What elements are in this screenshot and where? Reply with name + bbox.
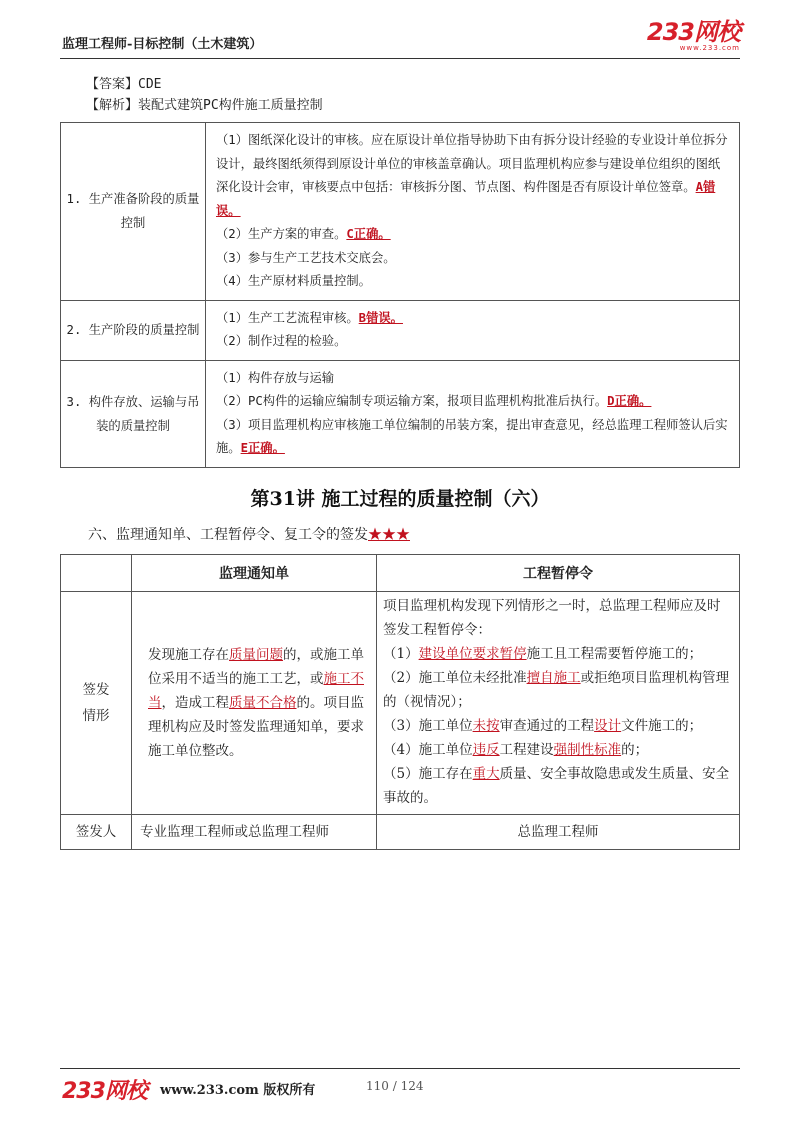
header-cell-empty [61,555,132,592]
suspension-item [383,714,733,738]
item-text: （2）生产方案的审查。 [216,227,347,241]
page-number: 110 / 124 [366,1079,424,1093]
page-header [60,18,740,59]
notice-text-part: 发现施工存在 [148,647,229,663]
content-item [216,367,729,391]
suspension-text-part: 施工且工程需要暂停施工的； [526,646,703,662]
suspension-text-part: （5）施工存在 [383,766,473,782]
notice-situation-cell [132,592,377,815]
stage-content [206,300,740,360]
notice-issuer: 专业监理工程师或总监理工程师 [132,815,377,850]
suspension-text-part: 或拒绝项目监理机构管理的（视情况）； [383,670,730,710]
highlight-text: 未按 [472,718,500,734]
footer-copyright: www.233.com 版权所有 [160,1083,316,1098]
table-row [61,300,740,360]
content-item [216,390,729,414]
suspension-text-part: 文件施工的； [621,718,703,734]
page-footer [60,1068,740,1109]
item-text: （1）图纸深化设计的审核。应在原设计单位指导协助下由有拆分设计经验的专业设计单位拆分设计，最终图纸须得到原设计单位的审核盖章确认。项目监理机构应参与建设单位组织的图纸深化设计会审，审核要点中包括：审核拆分图、节点图、构件图是否有原设计单位签章。 [216,133,728,194]
answer-mark: B错误。 [358,310,403,325]
stage-label: 3. 构件存放、运输与吊装的质量控制 [61,360,206,467]
notice-text-part: ，造成工程 [161,695,229,711]
content-item [216,307,729,331]
highlight-text: 施工不当 [148,671,364,711]
table-row [61,592,740,815]
analysis-line: 【解析】装配式建筑PC构件施工质量控制 [86,98,323,113]
table-row [61,815,740,850]
suspension-text-part: （1） [383,646,419,662]
suspension-items [383,642,733,810]
answer-mark: E正确。 [240,441,285,455]
logo-url: www.233.com [679,44,740,52]
subheading-text: 六、监理通知单、工程暂停令、复工令的签发 [88,527,368,543]
answer-line: 【答案】CDE [86,77,162,92]
item-text: （3）参与生产工艺技术交底会。 [216,250,396,265]
item-text: （2）制作过程的检验。 [216,334,347,348]
notice-suspension-table [60,554,740,850]
suspension-item [383,738,733,762]
importance-stars: ★★★ [368,527,410,543]
stage-content [206,360,740,467]
suspension-issuer: 总监理工程师 [377,815,740,850]
suspension-text-part: （2）施工单位未经批准 [383,670,527,686]
suspension-item [383,762,733,810]
highlight-text: 强制性标准 [553,742,622,758]
row-label-situation: 签发情形 [61,592,132,815]
item-text: （1）生产工艺流程审核。 [216,310,359,325]
notice-text-part: 的，或施工单位采用不适当的施工工艺，或 [148,647,364,687]
suspension-text-part: （4）施工单位 [383,742,473,758]
suspension-situation-cell [377,592,740,815]
notice-text-part: 的。项目监理机构应及时签发监理通知单，要求施工单位整改。 [148,695,364,759]
highlight-text: 擅自施工 [526,670,581,686]
highlight-text: 质量不合格 [229,695,297,711]
content-item [216,223,729,247]
item-text: （3）项目监理机构应审核施工单位编制的吊装方案，提出审查意见，经总监理工程师签认后实施。 [216,417,728,455]
highlight-text: 违反 [472,742,500,758]
suspension-text-part: 质量、安全事故隐患或发生质量、安全事故的。 [383,766,730,806]
table-row [61,123,740,301]
suspension-item [383,666,733,714]
item-text: （2）PC构件的运输应编制专项运输方案，报项目监理机构批准后执行。 [216,394,608,408]
subheading [88,524,410,544]
brand-logo [647,20,740,52]
highlight-text: 质量问题 [229,647,283,663]
suspension-intro: 项目监理机构发现下列情形之一时，总监理工程师应及时签发工程暂停令： [383,598,721,638]
highlight-text: 设计 [594,718,622,734]
pc-quality-control-table [60,122,740,468]
notice-situation-text [148,643,370,763]
highlight-text: 建设单位要求暂停 [418,646,527,662]
content-item [216,330,729,354]
content-item [216,247,729,271]
header-title: 监理工程师-目标控制（土木建筑） [62,37,263,52]
logo-text: 233网校 [646,18,740,46]
stage-label: 2. 生产阶段的质量控制 [61,300,206,360]
suspension-text-part: 审查通过的工程 [499,718,595,734]
content-item [216,270,729,294]
item-text: （1）构件存放与运输 [216,370,335,385]
stage-label: 1. 生产准备阶段的质量控制 [61,123,206,301]
footer-logo: 233网校 [62,1079,147,1104]
section-title: 第31讲 施工过程的质量控制（六） [250,488,550,510]
suspension-text-part: 的； [621,742,649,758]
row-label-issuer: 签发人 [61,815,132,850]
suspension-item [383,642,733,666]
highlight-text: 重大 [472,766,500,782]
answer-block [86,74,323,116]
stage-content [206,123,740,301]
header-cell-notice: 监理通知单 [132,555,377,592]
content-item [216,129,729,223]
answer-mark: A错误。 [216,180,716,218]
table-header-row [61,555,740,592]
header-cell-suspension: 工程暂停令 [377,555,740,592]
table-row [61,360,740,467]
suspension-text-part: （3）施工单位 [383,718,473,734]
item-text: （4）生产原材料质量控制。 [216,274,371,288]
content-item [216,414,729,461]
answer-mark: D正确。 [607,394,652,408]
answer-mark: C正确。 [346,227,391,241]
suspension-text-part: 工程建设 [499,742,554,758]
